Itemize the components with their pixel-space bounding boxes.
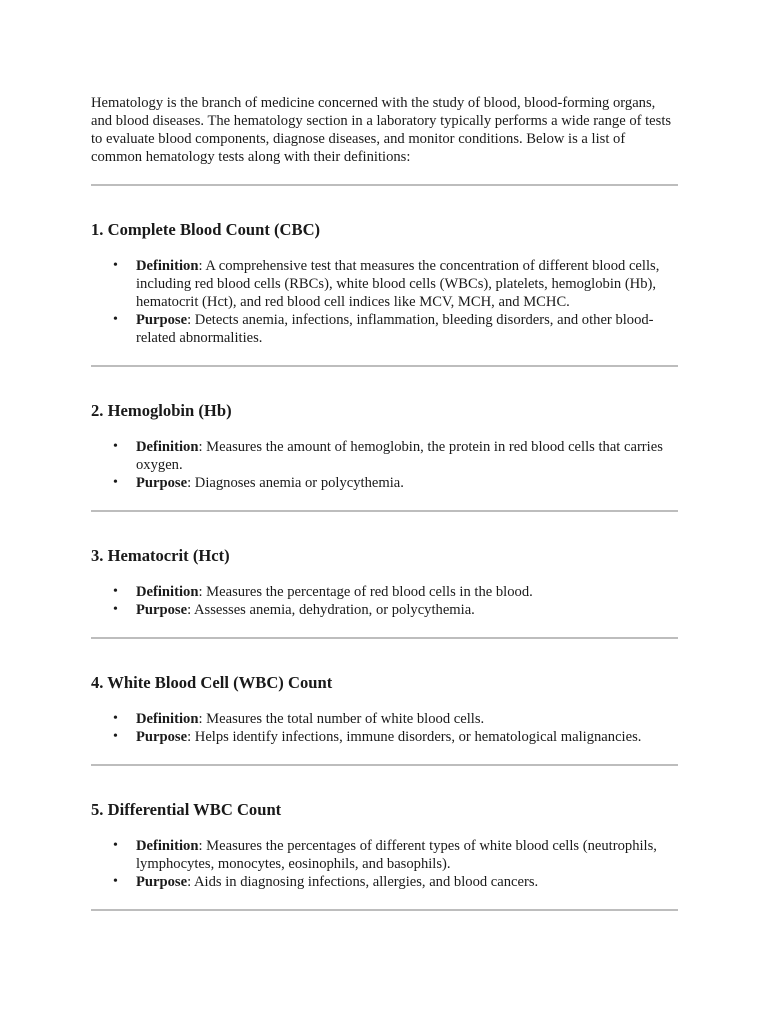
definition-label: Definition [136,258,199,274]
test-section-differential-wbc [91,800,678,911]
definition-text: : Measures the percentages of different types of white blood cells (neutrophils, lymphocytes, monocytes, eosinophils, and basophils). [136,838,657,872]
section-divider [91,909,678,911]
definition-item [91,710,678,728]
purpose-text: : Helps identify infections, immune disorders, or hematological malignancies. [187,729,642,745]
test-section-hemoglobin [91,401,678,512]
bullet-icon: • [113,312,118,327]
purpose-item [91,474,678,492]
test-section-cbc [91,220,678,367]
definition-item [91,257,678,311]
purpose-item [91,311,678,347]
section-heading: 5. Differential WBC Count [91,800,282,819]
section-divider [91,365,678,367]
section-heading: 1. Complete Blood Count (CBC) [91,220,321,239]
bullet-icon: • [113,258,118,273]
definition-label: Definition [136,838,199,854]
section-heading: 2. Hemoglobin (Hb) [91,401,232,420]
definition-label: Definition [136,584,199,600]
bullet-icon: • [113,838,118,853]
bullet-list [91,438,678,492]
purpose-text: : Detects anemia, infections, inflammation, bleeding disorders, and other blood-related abnormalities. [136,312,654,346]
bullet-list [91,257,678,347]
intro-paragraph: Hematology is the branch of medicine concerned with the study of blood, blood-forming organs, and blood diseases. The hematology section in a laboratory typically performs a wide range of tests to evaluate blood components, diagnose diseases, and monitor conditions. Below is a list of common hematology tests along with their definitions: [91,95,672,165]
document-page [91,94,678,911]
purpose-item [91,601,678,619]
section-divider [91,764,678,766]
definition-item [91,583,678,601]
bullet-icon: • [113,711,118,726]
definition-label: Definition [136,711,199,727]
definition-label: Definition [136,439,199,455]
purpose-label: Purpose [136,729,188,745]
bullet-icon: • [113,729,118,744]
purpose-text: : Assesses anemia, dehydration, or polycythemia. [187,602,475,618]
test-section-hematocrit [91,546,678,639]
purpose-item [91,728,678,746]
section-heading: 4. White Blood Cell (WBC) Count [91,673,333,692]
bullet-icon: • [113,874,118,889]
section-divider [91,510,678,512]
purpose-item [91,873,678,891]
bullet-icon: • [113,602,118,617]
definition-text: : Measures the total number of white blood cells. [198,711,485,727]
bullet-icon: • [113,439,118,454]
bullet-icon: • [113,475,118,490]
purpose-text: : Aids in diagnosing infections, allergies, and blood cancers. [187,874,539,890]
definition-item [91,438,678,474]
definition-text: : A comprehensive test that measures the concentration of different blood cells, including red blood cells (RBCs), white blood cells (WBCs), platelets, hemoglobin (Hb), hematocrit (Hct), and red blood cell indices like MCV, MCH, and MCHC. [136,258,660,310]
bullet-icon: • [113,584,118,599]
purpose-label: Purpose [136,475,188,491]
purpose-label: Purpose [136,312,188,328]
section-heading: 3. Hematocrit (Hct) [91,546,230,565]
bullet-list [91,837,678,891]
definition-item [91,837,678,873]
section-divider [91,637,678,639]
bullet-list [91,583,678,619]
definition-text: : Measures the percentage of red blood cells in the blood. [198,584,533,600]
definition-text: : Measures the amount of hemoglobin, the protein in red blood cells that carries oxygen. [136,439,663,473]
test-section-wbc-count [91,673,678,766]
purpose-label: Purpose [136,874,188,890]
purpose-text: : Diagnoses anemia or polycythemia. [187,475,404,491]
bullet-list [91,710,678,746]
section-divider [91,184,678,186]
purpose-label: Purpose [136,602,188,618]
